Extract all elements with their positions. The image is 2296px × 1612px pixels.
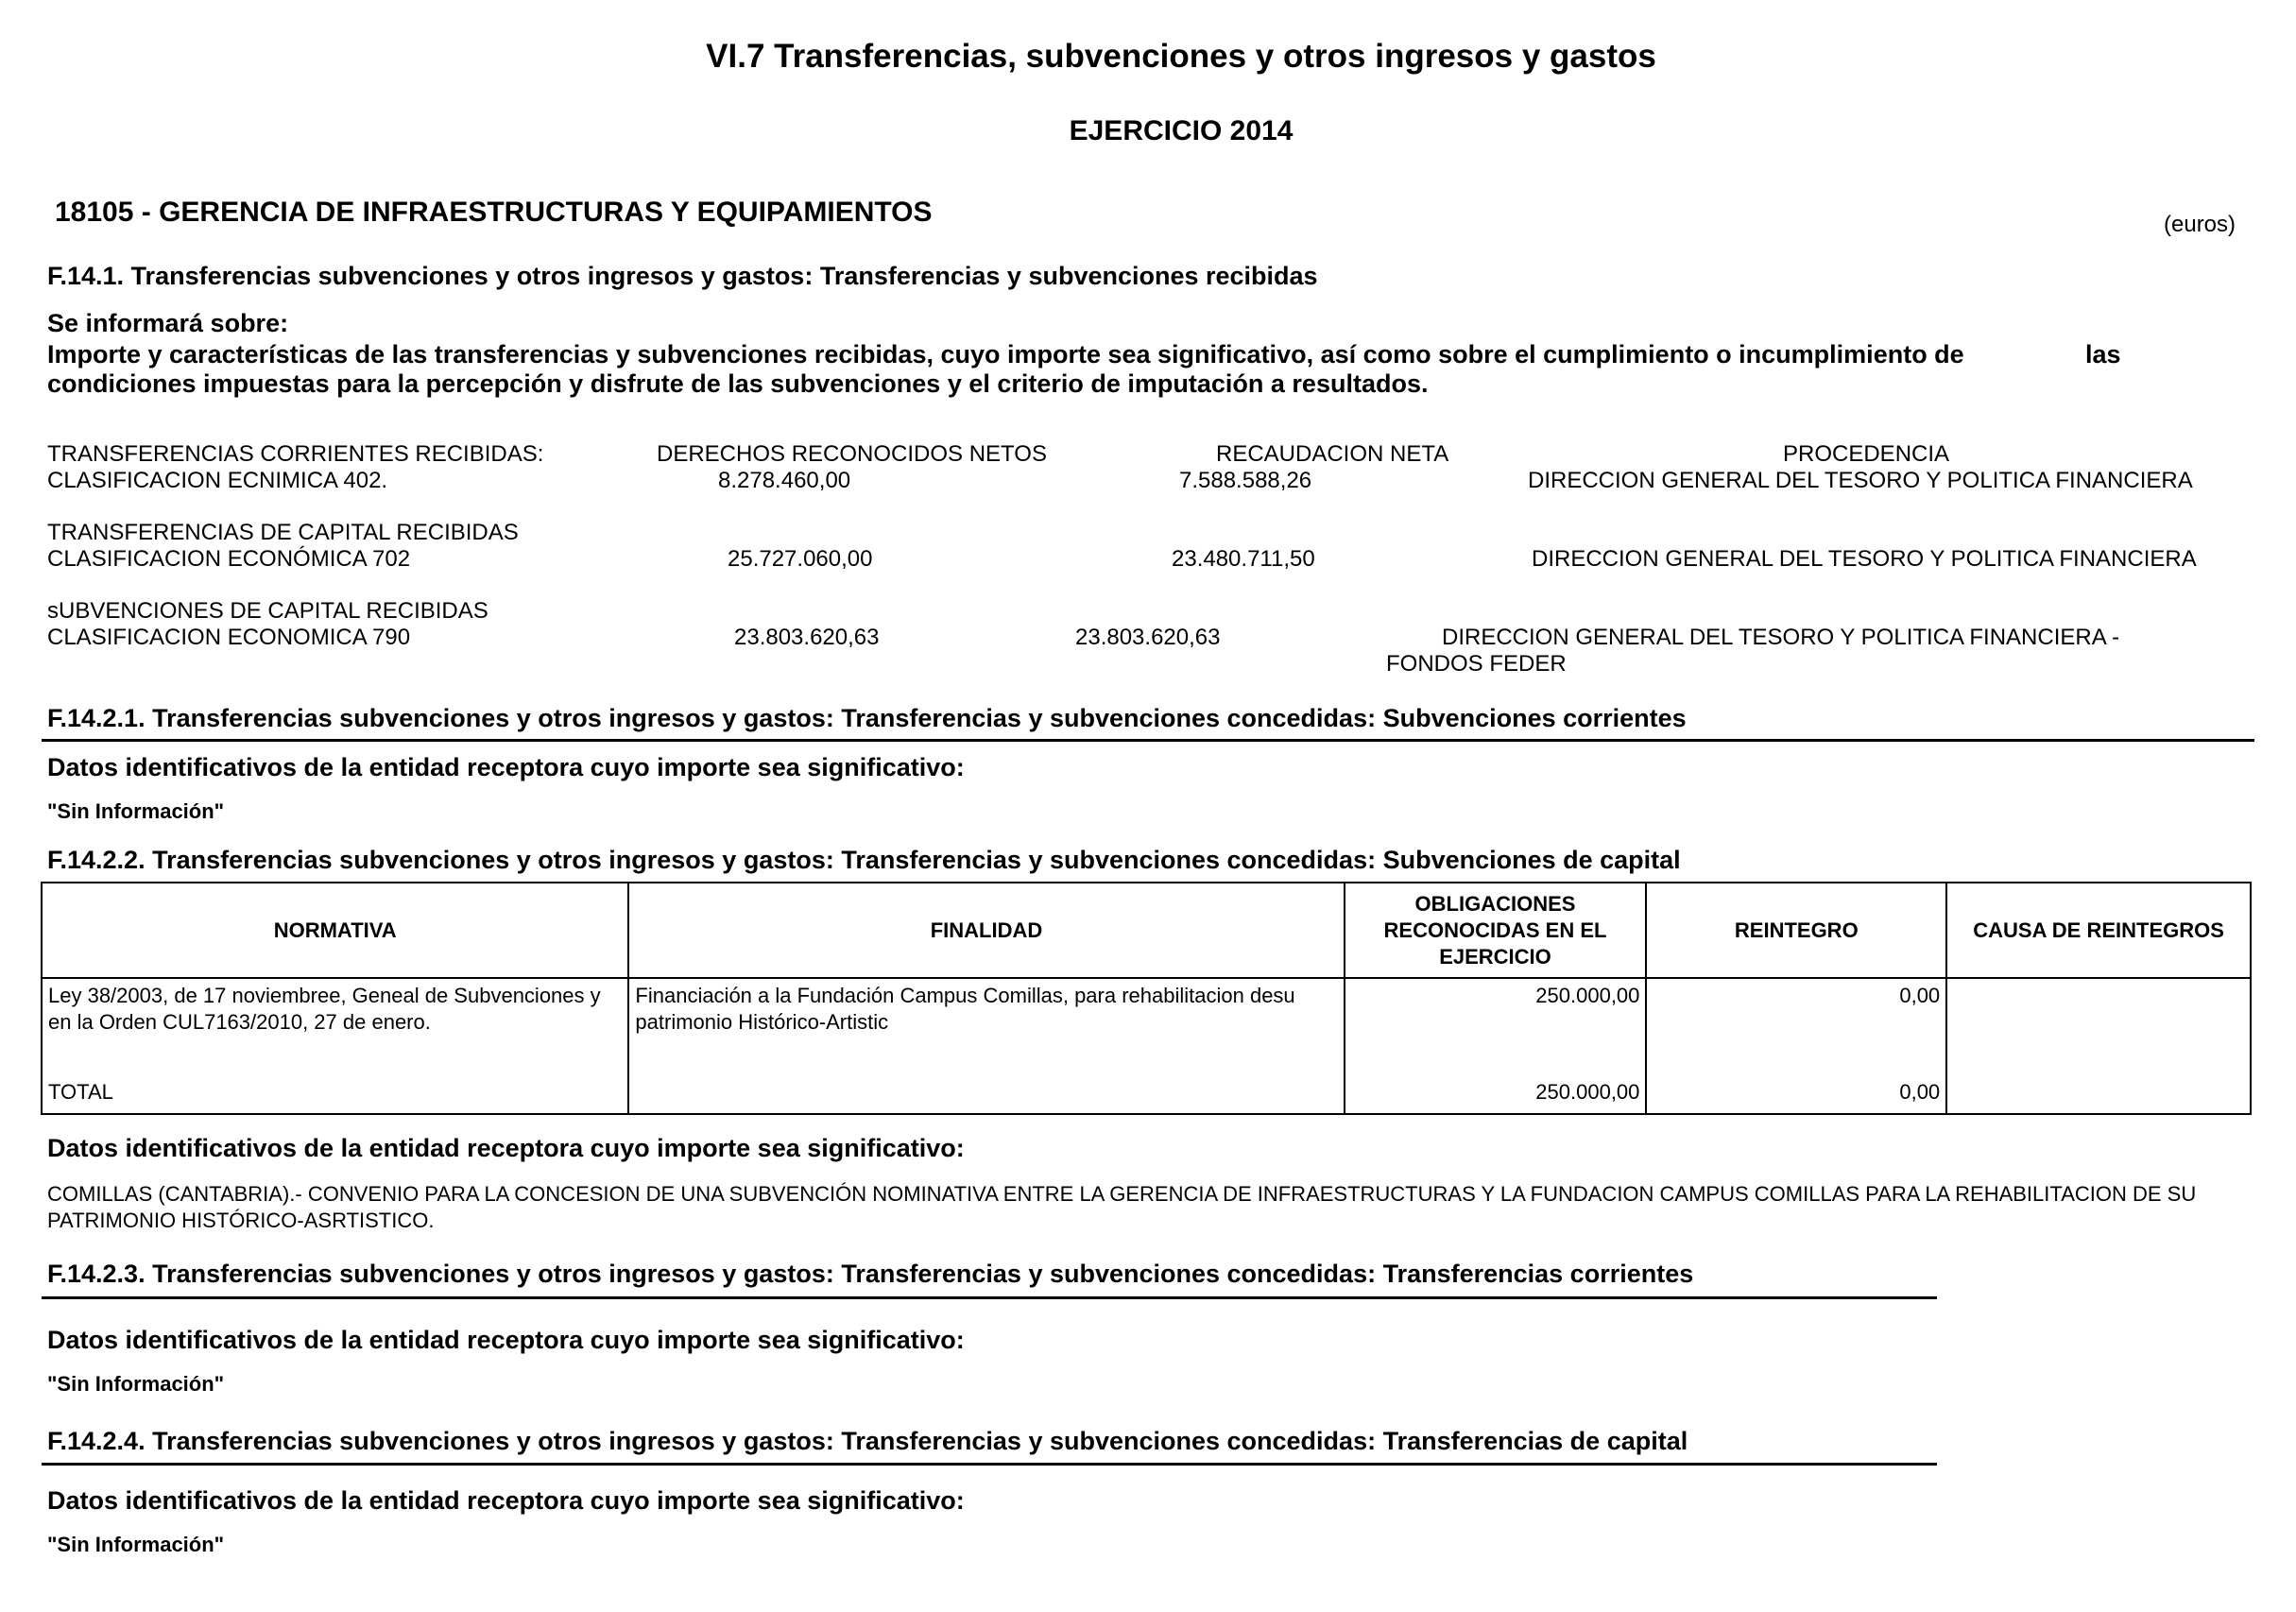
- total-obligaciones: 250.000,00: [1345, 1075, 1647, 1114]
- received-row-procedencia-cont: FONDOS FEDER: [1386, 651, 1567, 677]
- col-derechos-header: DERECHOS RECONOCIDOS NETOS: [657, 441, 1047, 467]
- total-empty-cell: [628, 1075, 1344, 1114]
- datos-value: "Sin Información": [47, 1533, 225, 1556]
- cell-finalidad: Financiación a la Fundación Campus Comillas, para rehabilitacion desu patrimonio Histórico-Artistic: [628, 978, 1344, 1075]
- col-header-reintegro: REINTEGRO: [1646, 883, 1946, 978]
- total-row: [42, 1075, 2251, 1114]
- section-divider: [42, 739, 2254, 742]
- page-subtitle: EJERCICIO 2014: [1069, 115, 1294, 146]
- received-row-label: sUBVENCIONES DE CAPITAL RECIBIDAS: [47, 598, 488, 624]
- col-header-obligaciones: OBLIGACIONES RECONOCIDAS EN EL EJERCICIO: [1345, 883, 1647, 978]
- inform-line-2: condiciones impuestas para la percepción y disfrute de las subvenciones y el criterio de imputación a resultados.: [47, 369, 1429, 398]
- cell-normativa: Ley 38/2003, de 17 noviembree, Geneal de Subvenciones y en la Orden CUL7163/2010, 27 de enero.: [42, 978, 628, 1075]
- capital-subsidies-table: [41, 882, 2252, 1115]
- section-divider: [42, 1296, 1937, 1299]
- received-row-recaudacion: 23.803.620,63: [1075, 625, 1221, 650]
- datos-value: "Sin Información": [47, 1372, 225, 1396]
- received-row-label: TRANSFERENCIAS CORRIENTES RECIBIDAS:: [47, 441, 544, 467]
- total-empty-cell: [1946, 1075, 2251, 1114]
- datos-value: COMILLAS (CANTABRIA).- CONVENIO PARA LA CONCESION DE UNA SUBVENCIÓN NOMINATIVA ENTRE LA GERENCIA DE INFRAESTRUCTURAS Y LA FUNDACION CAMPUS COMILLAS PARA LA REHABILITACION DE SU PATRIMONIO HISTÓRICO-ASRTISTICO.: [47, 1182, 2197, 1232]
- inform-line-1: Importe y características de las transferencias y subvenciones recibidas, cuyo importe sea significativo, así como sobre el cumplimiento o incumplimiento de: [47, 340, 1964, 369]
- datos-label: Datos identificativos de la entidad receptora cuyo importe sea significativo:: [47, 1326, 965, 1354]
- received-row-classification: CLASIFICACION ECONÓMICA 702: [47, 546, 411, 572]
- total-label: TOTAL: [42, 1075, 628, 1114]
- datos-label: Datos identificativos de la entidad receptora cuyo importe sea significativo:: [47, 1486, 965, 1515]
- col-header-finalidad: FINALIDAD: [628, 883, 1344, 978]
- datos-label: Datos identificativos de la entidad receptora cuyo importe sea significativo:: [47, 1134, 965, 1162]
- cell-obligaciones: 250.000,00: [1345, 978, 1647, 1075]
- received-row-procedencia: DIRECCION GENERAL DEL TESORO Y POLITICA FINANCIERA: [1528, 468, 2193, 493]
- received-row-procedencia: DIRECCION GENERAL DEL TESORO Y POLITICA FINANCIERA -: [1442, 625, 2120, 650]
- cell-causa: [1946, 978, 2251, 1075]
- received-row-derechos: 8.278.460,00: [718, 468, 851, 493]
- datos-label: Datos identificativos de la entidad receptora cuyo importe sea significativo:: [47, 753, 965, 781]
- received-row-classification: CLASIFICACION ECNIMICA 402.: [47, 468, 388, 493]
- section-divider: [42, 1463, 1937, 1466]
- total-reintegro: 0,00: [1646, 1075, 1946, 1114]
- received-row-label: TRANSFERENCIAS DE CAPITAL RECIBIDAS: [47, 520, 519, 545]
- page-title: VI.7 Transferencias, subvenciones y otros ingresos y gastos: [706, 38, 1656, 75]
- section-heading-f1424: F.14.2.4. Transferencias subvenciones y otros ingresos y gastos: Transferencias y subvenciones concedidas: Transferencias de capital: [47, 1427, 1688, 1455]
- inform-line-1-end: las: [2085, 340, 2121, 369]
- received-row-recaudacion: 7.588.588,26: [1179, 468, 1312, 493]
- received-row-recaudacion: 23.480.711,50: [1172, 546, 1315, 572]
- col-header-normativa: NORMATIVA: [42, 883, 628, 978]
- datos-value: "Sin Información": [47, 799, 225, 823]
- table-row: [42, 978, 2251, 1075]
- received-row-derechos: 25.727.060,00: [728, 546, 873, 572]
- section-heading-f1423: F.14.2.3. Transferencias subvenciones y otros ingresos y gastos: Transferencias y subvenciones concedidas: Transferencias corrientes: [47, 1260, 1694, 1288]
- col-header-causa: CAUSA DE REINTEGROS: [1946, 883, 2251, 978]
- received-row-procedencia: DIRECCION GENERAL DEL TESORO Y POLITICA FINANCIERA: [1532, 546, 2197, 572]
- received-row-classification: CLASIFICACION ECONOMICA 790: [47, 625, 411, 650]
- received-row-derechos: 23.803.620,63: [734, 625, 880, 650]
- col-procedencia-header: PROCEDENCIA: [1783, 441, 1950, 467]
- section-heading-f1421: F.14.2.1. Transferencias subvenciones y otros ingresos y gastos: Transferencias y subvenciones concedidas: Subvenciones corrientes: [47, 704, 1687, 732]
- cell-reintegro: 0,00: [1646, 978, 1946, 1075]
- col-recaudacion-header: RECAUDACION NETA: [1216, 441, 1449, 467]
- section-heading-f1422: F.14.2.2. Transferencias subvenciones y otros ingresos y gastos: Transferencias y subvenciones concedidas: Subvenciones de capital: [47, 846, 1681, 874]
- section-heading-f141: F.14.1. Transferencias subvenciones y otros ingresos y gastos: Transferencias y subvenciones recibidas: [47, 262, 1318, 290]
- units-label: (euros): [2164, 212, 2236, 237]
- entity-title: 18105 - GERENCIA DE INFRAESTRUCTURAS Y EQUIPAMIENTOS: [55, 197, 933, 228]
- inform-label: Se informará sobre:: [47, 309, 289, 337]
